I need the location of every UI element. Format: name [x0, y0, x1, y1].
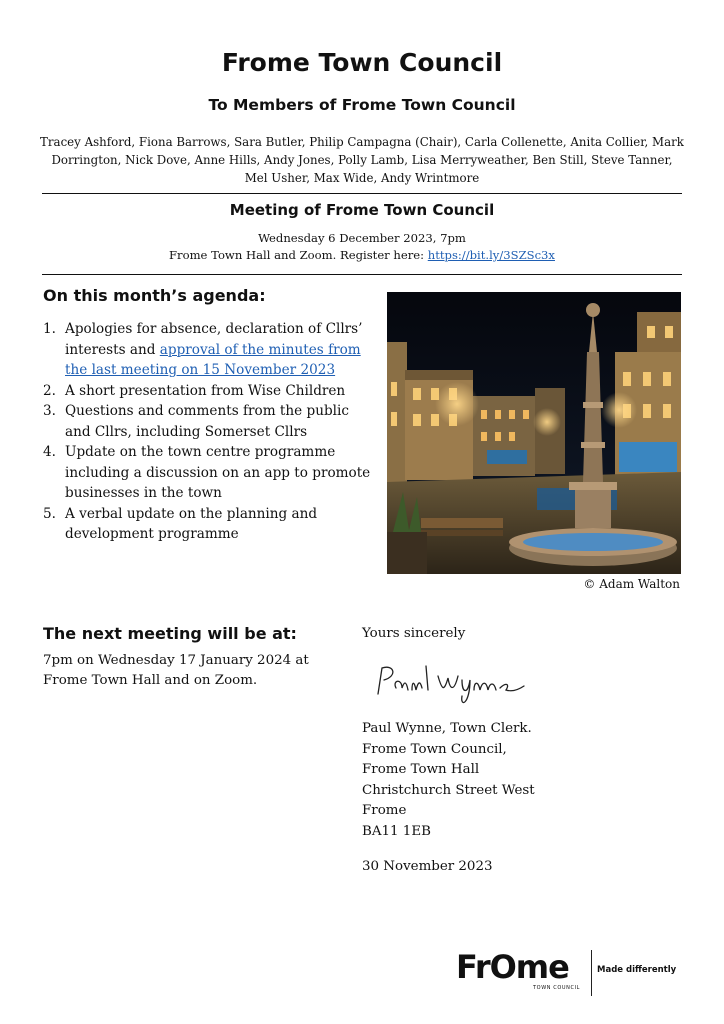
divider — [42, 274, 682, 275]
agenda-item-text: Apologies for absence, declaration of Cllrs’ interests and — [65, 321, 363, 358]
address-line: Paul Wynne, Town Clerk. — [362, 721, 532, 736]
logo-tagline: Made differently — [597, 965, 677, 975]
register-link[interactable]: https://bit.ly/3SZSc3x — [427, 248, 555, 262]
meeting-venue-text: Frome Town Hall and Zoom. Register here: — [169, 248, 428, 262]
page-title: Frome Town Council — [221, 48, 503, 77]
next-meeting-text: 7pm on Wednesday 17 January 2024 at Frome Town Hall and on Zoom. — [43, 653, 309, 688]
agenda-list — [43, 319, 373, 545]
agenda-item — [43, 504, 373, 545]
agenda-item-text: A short presentation from Wise Children — [65, 382, 346, 399]
agenda-item-number: 5. — [43, 505, 56, 522]
page-subtitle: To Members of Frome Town Council — [208, 96, 516, 114]
agenda-item-number: 1. — [43, 321, 56, 337]
next-meeting-heading: The next meeting will be at: — [43, 624, 297, 643]
logo-subtext: TOWN COUNCIL — [533, 985, 581, 991]
members-list: Tracey Ashford, Fiona Barrows, Sara Butler, Philip Campagna (Chair), Carla Collenette, Anita Collier, Mark Dorrington, Nick Dove, Anne Hills, Andy Jones, Polly Lamb, Lisa Merryweather, Ben Still, Steve Tanner, Mel Usher, Max Wide, Andy Wrintmore — [40, 135, 684, 185]
address-line: Frome — [362, 803, 407, 818]
frome-logo — [456, 950, 681, 996]
divider — [42, 193, 682, 194]
logo-wordmark: FrOme — [456, 948, 569, 986]
meeting-datetime: Wednesday 6 December 2023, 7pm — [258, 231, 466, 245]
agenda-item-text: Update on the town centre programme including a discussion on an app to promote businesses in the town — [65, 444, 371, 501]
logo-divider — [591, 950, 592, 996]
agenda-item — [43, 381, 373, 402]
meeting-venue — [0, 248, 724, 262]
address-line: Frome Town Council, — [362, 741, 507, 757]
photo-credit: © Adam Walton — [583, 577, 680, 591]
agenda-item — [43, 401, 373, 442]
agenda-item-number: 4. — [43, 444, 56, 460]
sender-address — [362, 719, 535, 842]
town-square-photo — [387, 292, 681, 574]
signature — [372, 660, 532, 708]
closing: Yours sincerely — [362, 626, 466, 641]
agenda-item-number: 2. — [43, 382, 56, 399]
agenda-heading: On this month’s agenda: — [43, 286, 266, 305]
minutes-link[interactable]: approval of the minutes from the last meeting on 15 November 2023 — [65, 341, 361, 378]
agenda-item — [43, 442, 373, 504]
agenda-item-text: Questions and comments from the public and Cllrs, including Somerset Cllrs — [65, 403, 349, 440]
address-line: Frome Town Hall — [362, 762, 480, 777]
agenda-item-text: A verbal update on the planning and development programme — [65, 505, 318, 542]
address-line: BA11 1EB — [362, 823, 431, 839]
address-line: Christchurch Street West — [362, 782, 535, 798]
meeting-title: Meeting of Frome Town Council — [229, 201, 495, 219]
agenda-item — [43, 319, 373, 381]
agenda-item-number: 3. — [43, 403, 56, 419]
letter-date: 30 November 2023 — [362, 859, 493, 874]
